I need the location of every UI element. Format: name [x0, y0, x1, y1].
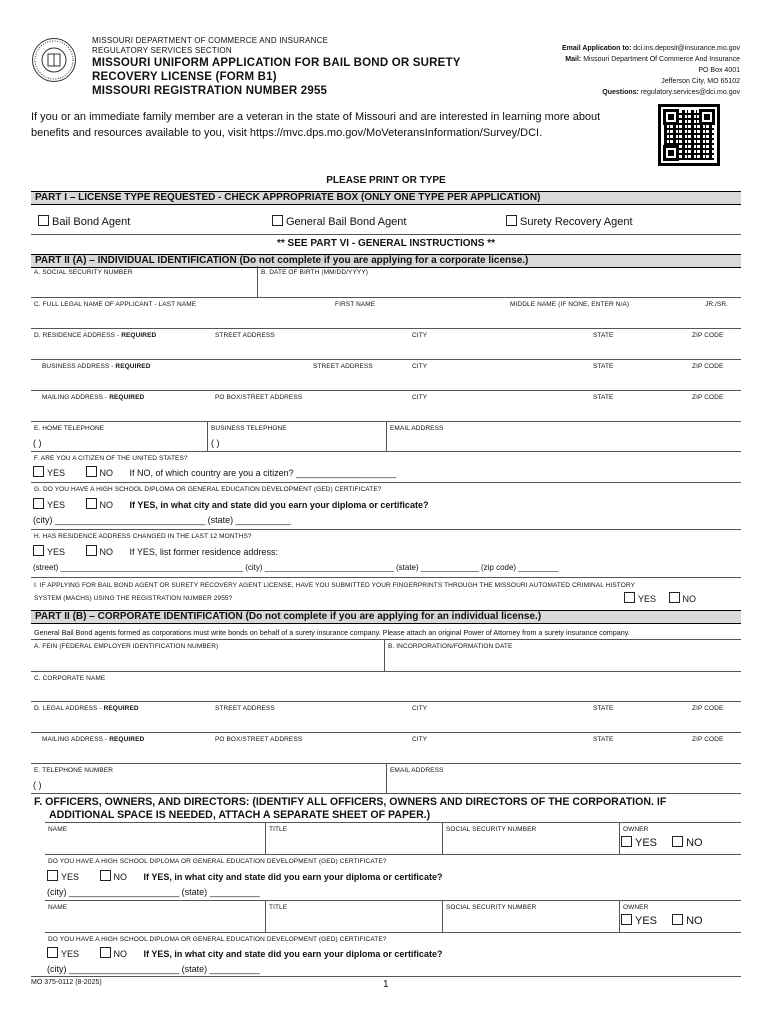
ssn-label: A. SOCIAL SECURITY NUMBER — [34, 269, 133, 276]
officer2-ssn-label: SOCIAL SECURITY NUMBER — [446, 904, 537, 911]
citizen-yes-checkbox[interactable] — [33, 466, 44, 477]
business-tel-label: BUSINESS TELEPHONE — [211, 425, 287, 432]
city-label: CITY — [412, 736, 428, 743]
see-part6-note: ** SEE PART VI - GENERAL INSTRUCTIONS ** — [277, 238, 495, 249]
officer2-city-state-line[interactable]: (city) ______________________ (state) __________ — [47, 964, 260, 974]
officer1-owner-options: YES NO — [621, 836, 703, 849]
home-tel-input[interactable]: ( ) — [33, 438, 42, 448]
officer2-ged-question: DO YOU HAVE A HIGH SCHOOL DIPLOMA OR GENERAL EDUCATION DEVELOPMENT (GED) CERTIFICATE? — [48, 936, 387, 943]
corp-email-label: EMAIL ADDRESS — [390, 767, 444, 774]
officer1-ged-row: YES NO If YES, in what city and state did you earn your diploma or certificate? — [47, 870, 442, 882]
res-changed-yes-checkbox[interactable] — [33, 545, 44, 556]
business-address-input[interactable] — [32, 373, 740, 390]
ged-yes-checkbox[interactable] — [33, 498, 44, 509]
veteran-notice: If you or an immediate family member are a veteran in the state of Missouri and are interested in learning more about benefits and resources available to you, visit https://mvc.dps.mo.gov/MoVeteransInformation/Survey/DCI. — [31, 111, 601, 139]
officer2-owner-options: YES NO — [621, 914, 703, 927]
state-label: STATE — [593, 736, 614, 743]
contact-block: Email Application to: dci.ins.deposit@insurance.mo.gov Mail: Missouri Department Of Commerce And Insurance PO Box 4001 Jefferson City, MO 65102 Questions: regulatory.services@dci.mo.gov — [561, 45, 740, 96]
fingerprint-question-line2: SYSTEM (MACHS) USING THE REGISTRATION NUMBER 2955? — [34, 595, 233, 602]
officers-title: F. OFFICERS, OWNERS, AND DIRECTORS: (IDENTIFY ALL OFFICERS, OWNERS AND DIRECTORS OF THE CORPORATION. IF ADDITIONAL SPACE IS NEEDED, ATTACH A SEPARATE SHEET OF PAPER.) — [34, 796, 667, 821]
email-input[interactable] — [390, 435, 740, 450]
officer2-owner-yes-checkbox[interactable] — [621, 914, 632, 925]
last-name-label: C. FULL LEGAL NAME OF APPLICANT - LAST NAME — [34, 301, 197, 308]
officer2-title-label: TITLE — [269, 904, 288, 911]
officer1-city-state-line[interactable]: (city) ______________________ (state) __________ — [47, 887, 260, 897]
street-label: STREET ADDRESS — [215, 705, 275, 712]
business-tel-input[interactable]: ( ) — [211, 438, 220, 448]
officer1-ged-no-checkbox[interactable] — [100, 870, 111, 881]
first-name-label: FIRST NAME — [335, 301, 376, 308]
po-street-label: PO BOX/STREET ADDRESS — [215, 394, 303, 401]
option-surety-recovery-agent[interactable]: Surety Recovery Agent — [506, 215, 633, 228]
officer1-owner-no-checkbox[interactable] — [672, 836, 683, 847]
fingerprint-no-checkbox[interactable] — [669, 592, 680, 603]
officer2-owner-no-checkbox[interactable] — [672, 914, 683, 925]
former-address-line[interactable]: (street) _________________________________________ (city) _____________________________ (state) _____________ (zip code) _________ — [33, 563, 559, 572]
dept-line2: REGULATORY SERVICES SECTION — [92, 46, 232, 55]
residence-address-input[interactable] — [32, 342, 740, 359]
option-general-bail-bond-agent[interactable]: General Bail Bond Agent — [272, 215, 406, 228]
ged-question: G. DO YOU HAVE A HIGH SCHOOL DIPLOMA OR GENERAL EDUCATION DEVELOPMENT (GED) CERTIFICATE? — [34, 486, 382, 493]
corp-tel-input[interactable]: ( ) — [33, 780, 42, 790]
state-label: STATE — [593, 332, 614, 339]
suffix-label: JR./SR. — [705, 301, 729, 308]
ssn-input[interactable] — [32, 278, 256, 297]
full-name-input[interactable] — [32, 310, 740, 328]
incorporation-date-label: B. INCORPORATION/FORMATION DATE — [388, 643, 513, 650]
fingerprint-yes-checkbox[interactable] — [624, 592, 635, 603]
bail-bond-agent-checkbox[interactable] — [38, 215, 49, 226]
street-label: STREET ADDRESS — [215, 332, 275, 339]
form-title-line1: MISSOURI UNIFORM APPLICATION FOR BAIL BOND OR SURETY — [92, 57, 461, 69]
res-changed-no-checkbox[interactable] — [86, 545, 97, 556]
legal-address-input[interactable] — [32, 715, 740, 732]
residence-address-label: D. RESIDENCE ADDRESS - REQUIRED — [34, 332, 157, 339]
fein-label: A. FEIN (FEDERAL EMPLOYER IDENTIFICATION NUMBER) — [34, 643, 219, 650]
home-tel-label: E. HOME TELEPHONE — [34, 425, 105, 432]
email-link[interactable]: dci.ins.deposit@insurance.mo.gov — [633, 45, 740, 52]
form-title-line3: MISSOURI REGISTRATION NUMBER 2955 — [92, 85, 328, 97]
part2b-header: PART II (B) – CORPORATE IDENTIFICATION (Do not complete if you are applying for an individual license.) — [31, 610, 741, 624]
po-street-label: PO BOX/STREET ADDRESS — [215, 736, 303, 743]
form-number: MO 375-0112 (8-2025) — [31, 979, 102, 986]
city-label: CITY — [412, 705, 428, 712]
zip-label: ZIP CODE — [692, 736, 724, 743]
general-bail-bond-agent-checkbox[interactable] — [272, 215, 283, 226]
citizen-no-checkbox[interactable] — [86, 466, 97, 477]
officer2-owner-label: OWNER — [623, 904, 649, 911]
residence-changed-row: YES NO If YES, list former residence address: — [33, 545, 278, 557]
officer1-owner-label: OWNER — [623, 826, 649, 833]
citizen-row: YES NO If NO, of which country are you a citizen? ____________________ — [33, 466, 396, 478]
surety-recovery-agent-checkbox[interactable] — [506, 215, 517, 226]
citizen-question: F. ARE YOU A CITIZEN OF THE UNITED STATES? — [34, 455, 188, 462]
zip-label: ZIP CODE — [692, 363, 724, 370]
officer2-ged-row: YES NO If YES, in what city and state did you earn your diploma or certificate? — [47, 947, 442, 959]
officer2-ged-yes-checkbox[interactable] — [47, 947, 58, 958]
corporate-note: General Bail Bond agents formed as corporations must write bonds on behalf of a surety insurance company. Please attach an original Power of Attorney from a surety insurance company. — [34, 628, 630, 637]
email-label: EMAIL ADDRESS — [390, 425, 444, 432]
form-title-line2: RECOVERY LICENSE (FORM B1) — [92, 71, 277, 83]
legal-address-label: D. LEGAL ADDRESS - REQUIRED — [34, 705, 139, 712]
mailing-address-input[interactable] — [32, 404, 740, 421]
zip-label: ZIP CODE — [692, 705, 724, 712]
middle-name-label: MIDDLE NAME (IF NONE, ENTER N/A) — [510, 301, 630, 308]
dob-label: B. DATE OF BIRTH (MM/DD/YYYY) — [261, 269, 369, 276]
corp-mailing-address-label: MAILING ADDRESS - REQUIRED — [42, 736, 145, 743]
state-label: STATE — [593, 705, 614, 712]
corp-tel-label: E. TELEPHONE NUMBER — [34, 767, 114, 774]
street-label: STREET ADDRESS — [313, 363, 373, 370]
mailing-address-label: MAILING ADDRESS - REQUIRED — [42, 394, 145, 401]
officer1-title-label: TITLE — [269, 826, 288, 833]
officer2-ged-no-checkbox[interactable] — [100, 947, 111, 958]
ged-no-checkbox[interactable] — [86, 498, 97, 509]
corp-mailing-address-input[interactable] — [32, 746, 740, 763]
city-label: CITY — [412, 332, 428, 339]
dept-line1: MISSOURI DEPARTMENT OF COMMERCE AND INSURANCE — [92, 36, 329, 45]
ged-row: YES NO If YES, in what city and state did you earn your diploma or certificate? — [33, 498, 428, 510]
please-print: PLEASE PRINT OR TYPE — [326, 175, 446, 186]
business-address-label: BUSINESS ADDRESS - REQUIRED — [42, 363, 151, 370]
officer1-name-label: NAME — [48, 826, 68, 833]
zip-label: ZIP CODE — [692, 332, 724, 339]
corporate-name-input[interactable] — [32, 684, 740, 701]
option-bail-bond-agent[interactable]: Bail Bond Agent — [38, 215, 130, 228]
residence-changed-question: H. HAS RESIDENCE ADDRESS CHANGED IN THE LAST 12 MONTHS? — [34, 533, 252, 540]
officer1-ged-yes-checkbox[interactable] — [47, 870, 58, 881]
state-label: STATE — [593, 363, 614, 370]
incorporation-date-input[interactable] — [388, 652, 740, 670]
part2a-header: PART II (A) – INDIVIDUAL IDENTIFICATION (Do not complete if you are applying for a corporate license.) — [31, 254, 741, 268]
corp-email-input[interactable] — [390, 777, 740, 792]
officer1-ged-question: DO YOU HAVE A HIGH SCHOOL DIPLOMA OR GENERAL EDUCATION DEVELOPMENT (GED) CERTIFICATE? — [48, 858, 387, 865]
fingerprint-question: I. IF APPLYING FOR BAIL BOND AGENT OR SURETY RECOVERY AGENT LICENSE, HAVE YOU SUBMITTED YOUR FINGERPRINTS THROUGH THE MISSOURI AUTOMATED CRIMINAL HISTORY — [34, 582, 636, 589]
officer1-owner-yes-checkbox[interactable] — [621, 836, 632, 847]
city-label: CITY — [412, 363, 428, 370]
dob-input[interactable] — [260, 278, 740, 297]
part1-header: PART I – LICENSE TYPE REQUESTED - CHECK APPROPRIATE BOX (ONLY ONE TYPE PER APPLICATION) — [31, 191, 741, 205]
fein-input[interactable] — [32, 652, 382, 670]
state-label: STATE — [593, 394, 614, 401]
missouri-seal-icon — [32, 38, 76, 82]
fingerprint-row: YES NO — [624, 592, 696, 604]
zip-label: ZIP CODE — [692, 394, 724, 401]
ged-city-state-line[interactable]: (city) ______________________________ (state) ___________ — [33, 515, 291, 525]
page-number: 1 — [383, 979, 389, 990]
qr-code-icon — [658, 104, 720, 166]
questions-email-link[interactable]: regulatory.services@dci.mo.gov — [640, 89, 740, 96]
corporate-name-label: C. CORPORATE NAME — [34, 675, 106, 682]
officer2-name-label: NAME — [48, 904, 68, 911]
officer1-ssn-label: SOCIAL SECURITY NUMBER — [446, 826, 537, 833]
city-label: CITY — [412, 394, 428, 401]
